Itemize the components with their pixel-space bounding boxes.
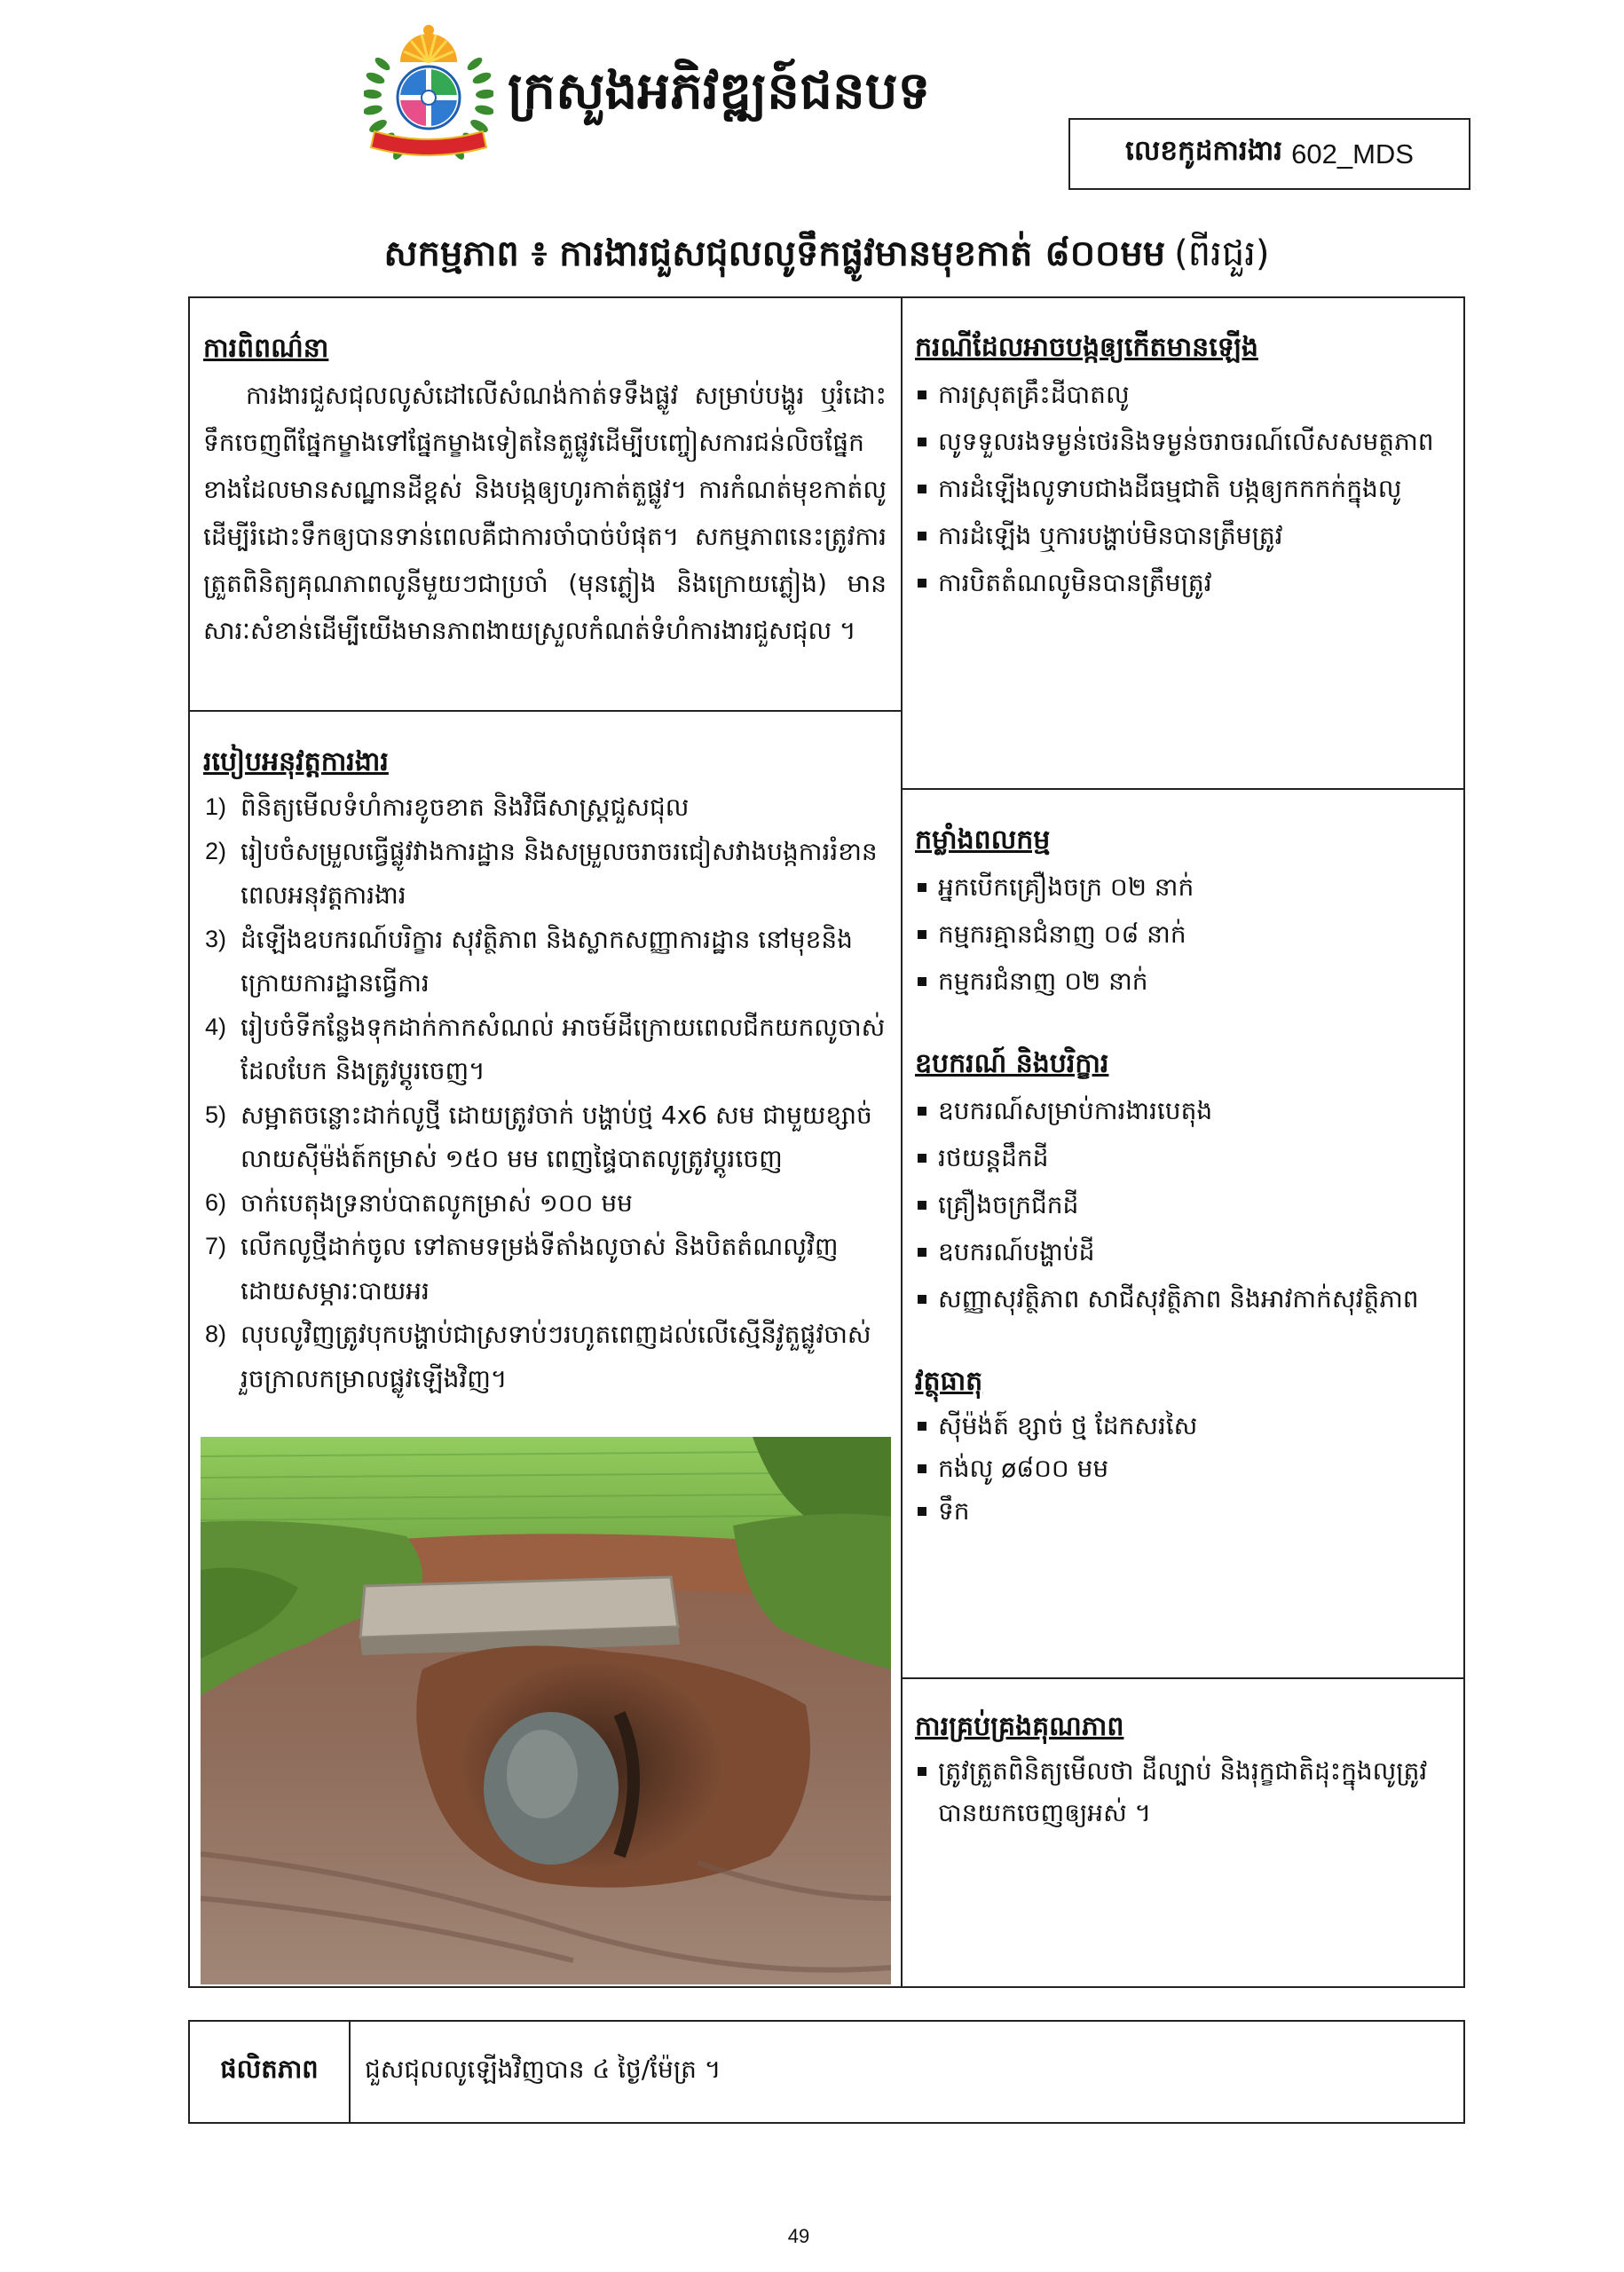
method-step bbox=[203, 1006, 888, 1093]
list-item-text: ស៊ីម៉ង់ត៍ ខ្សាច់ ថ្ម ដែកសរសៃ bbox=[938, 1411, 1198, 1440]
damaged-culvert-photo bbox=[201, 1437, 891, 1984]
square-bullet-icon bbox=[918, 1490, 927, 1533]
list-item bbox=[915, 1275, 1455, 1322]
step-text: ចាក់បេតុងទ្រនាប់បាតលូកម្រាស់ ១០០ មម bbox=[240, 1187, 633, 1218]
method-step bbox=[203, 1093, 888, 1181]
list-item bbox=[915, 958, 1455, 1005]
method-step bbox=[203, 830, 888, 918]
square-bullet-icon bbox=[918, 1134, 927, 1181]
page-number: 49 bbox=[787, 2225, 810, 2247]
step-text: ពិនិត្យមើលទំហំការខូចខាត និងវិធីសាស្ត្រជួសជុល bbox=[240, 793, 690, 822]
list-item bbox=[915, 1134, 1455, 1181]
square-bullet-icon bbox=[918, 512, 927, 559]
square-bullet-icon bbox=[918, 864, 927, 911]
step-number: 4) bbox=[205, 1013, 227, 1040]
work-code-label: លេខកូដការងារ bbox=[1125, 135, 1283, 167]
work-code-value: 602_MDS bbox=[1291, 138, 1414, 170]
step-text: ដំឡើងឧបករណ៍បរិក្ខារ សុវត្ថិភាព និងស្លាកសញ្ញាការដ្ឋាន នៅមុខនិងក្រោយការដ្ឋានធ្វើការ bbox=[240, 924, 853, 998]
list-item bbox=[915, 1405, 1455, 1448]
list-item-text: រថយន្តដឹកដី bbox=[938, 1143, 1049, 1172]
description-section bbox=[190, 298, 901, 712]
step-number: 2) bbox=[205, 837, 227, 864]
list-item bbox=[915, 1448, 1455, 1490]
quality-section bbox=[903, 1679, 1463, 1986]
list-item bbox=[915, 1087, 1455, 1134]
list-item bbox=[915, 911, 1455, 958]
method-step bbox=[203, 1313, 888, 1400]
step-text: រៀបចំទីកន្លែងទុកដាក់កាកសំណល់ អាចម៍ដីក្រោយពេលជីកយកលូចាស់ដែលបែក និងត្រូវប្តូរចេញ។ bbox=[240, 1012, 886, 1085]
list-item-text: ការបិតតំណលូមិនបានត្រឹមត្រូវ bbox=[938, 568, 1212, 597]
list-item bbox=[915, 1228, 1455, 1275]
list-item-text: ការដំឡើង ឬការបង្ហាប់មិនបានត្រឹមត្រូវ bbox=[938, 521, 1283, 550]
list-item bbox=[915, 512, 1455, 559]
step-number: 3) bbox=[205, 925, 227, 952]
activity-title: សកម្មភាព ៖ ការងារជួសជុលលូទឹកផ្លូវមានមុខកាត់ ៨០០មម bbox=[383, 233, 1166, 274]
method-heading: របៀបអនុវត្តការងារ bbox=[203, 746, 389, 777]
list-item-text: កង់លូ ø៨០០ មម bbox=[938, 1454, 1109, 1483]
list-item bbox=[915, 418, 1455, 465]
list-item-text: សញ្ញាសុវត្ថិភាព សាជីសុវត្ថិភាព និងអាវកាក់សុវត្ថិភាព bbox=[938, 1284, 1419, 1314]
list-item-text: គ្រឿងចក្រជីកដី bbox=[938, 1190, 1079, 1219]
activity-heading bbox=[188, 220, 1465, 288]
method-steps-list bbox=[203, 785, 888, 1400]
list-item-text: ការដំឡើងលូទាបជាងដីធម្មជាតិ បង្កឲ្យកកកក់ក្នុងលូ bbox=[938, 474, 1402, 503]
square-bullet-icon bbox=[918, 418, 927, 465]
list-item-text: ឧបករណ៍សម្រាប់ការងារបេតុង bbox=[938, 1096, 1213, 1125]
method-step bbox=[203, 785, 888, 830]
equipment-group bbox=[915, 1041, 1455, 1322]
productivity-value: ជួសជុលលូឡើងវិញបាន ៤ ថ្ងៃ/ម៉ែត្រ ។ bbox=[365, 2055, 721, 2084]
left-column bbox=[190, 298, 903, 1986]
list-item bbox=[915, 371, 1455, 418]
square-bullet-icon bbox=[918, 1181, 927, 1228]
step-text: សម្អាតចន្លោះដាក់លូថ្មី ដោយត្រូវចាក់ បង្ហាប់ថ្ម 4x6 សម ជាមួយខ្សាច់លាយស៊ីម៉ង់ត៍កម្រាស់ ១៥០ មម ពេញផ្ទៃបាតលូត្រូវប្តូរចេញ bbox=[240, 1100, 872, 1173]
list-item-text: លូទទួលរងទម្ងន់ថេរនិងទម្ងន់ចរាចរណ៍លើសសមត្ថភាព bbox=[938, 427, 1434, 456]
right-column bbox=[903, 298, 1463, 1986]
method-step bbox=[203, 918, 888, 1006]
square-bullet-icon bbox=[918, 1448, 927, 1490]
list-item-text: ឧបករណ៍បង្ហាប់ដី bbox=[938, 1237, 1095, 1266]
list-item bbox=[915, 1181, 1455, 1228]
materials-heading: វត្ថុធាតុ bbox=[915, 1366, 983, 1397]
step-number: 6) bbox=[205, 1188, 227, 1216]
list-item bbox=[915, 864, 1455, 911]
method-step bbox=[203, 1181, 888, 1226]
square-bullet-icon bbox=[918, 465, 927, 512]
square-bullet-icon bbox=[918, 1275, 927, 1322]
list-item bbox=[915, 559, 1455, 606]
description-heading: ការពិពណ៌នា bbox=[203, 333, 329, 364]
square-bullet-icon bbox=[918, 1405, 927, 1448]
list-item-text: ត្រូវត្រួតពិនិត្យមើលថា ដីល្បាប់ និងរុក្ខជាតិដុះក្នុងលូត្រូវបានយកចេញឲ្យអស់ ។ bbox=[938, 1756, 1428, 1827]
work-code-box bbox=[1068, 118, 1470, 190]
square-bullet-icon bbox=[918, 1750, 927, 1792]
step-text: លើកលូថ្មីដាក់ចូល ទៅតាមទម្រង់ទីតាំងលូចាស់ និងបិតតំណលូវិញដោយសម្ភារៈបាយអរ bbox=[240, 1232, 839, 1306]
productivity-table bbox=[188, 2020, 1465, 2124]
labor-heading: កម្លាំងពលកម្ម bbox=[915, 824, 1051, 856]
step-text: រៀបចំសម្រួលធ្វើផ្លូវវាងការដ្ឋាន និងសម្រួលចរាចរជៀសវាងបង្កការរំខានពេលអនុវត្តការងារ bbox=[240, 836, 878, 910]
materials-group bbox=[915, 1359, 1455, 1533]
quality-heading: ការគ្រប់គ្រងគុណភាព bbox=[915, 1711, 1124, 1742]
resources-section bbox=[903, 790, 1463, 1679]
step-number: 8) bbox=[205, 1321, 227, 1347]
method-section bbox=[190, 712, 901, 1986]
list-item-text: កម្មករគ្មានជំនាញ ០៨ នាក់ bbox=[938, 919, 1186, 949]
square-bullet-icon bbox=[918, 1087, 927, 1134]
list-item bbox=[915, 1490, 1455, 1533]
ministry-emblem-icon bbox=[364, 21, 493, 165]
square-bullet-icon bbox=[918, 559, 927, 606]
equipment-heading: ឧបករណ៍ និងបរិក្ខារ bbox=[915, 1048, 1109, 1079]
description-paragraph: ការងារជួសជុលលូសំដៅលើសំណង់កាត់ទទឹងផ្លូវ សម្រាប់បង្ហូរ ឬរំដោះទឹកចេញពីផ្នែកម្ខាងទៅផ្នែកម្ខាងទៀតនៃតួផ្លូវដើម្បីបញ្ចៀសការជន់លិចផ្នែកខាងដែលមានសណ្ឋានដីខ្ពស់ និងបង្កឲ្យហូរកាត់តួផ្លូវ។ ការកំណត់មុខកាត់លូដើម្បីរំដោះទឹកឲ្យបានទាន់ពេលគឺជាការចាំបាច់បំផុត។ សកម្មភាពនេះត្រូវការត្រួតពិនិត្យគុណភាពលូនីមួយៗជាប្រចាំ (មុនភ្លៀង និងក្រោយភ្លៀង) មានសារៈសំខាន់ដើម្បីយើងមានភាពងាយស្រួលកំណត់ទំហំការងារជួសជុល ។ bbox=[203, 381, 887, 645]
causes-section bbox=[903, 298, 1463, 790]
square-bullet-icon bbox=[918, 911, 927, 958]
step-number: 1) bbox=[205, 793, 227, 820]
labor-group bbox=[915, 817, 1455, 1005]
activity-title-suffix: (ពីរជួរ) bbox=[1174, 233, 1270, 274]
square-bullet-icon bbox=[918, 1228, 927, 1275]
list-item-text: កម្មករជំនាញ ០២ នាក់ bbox=[938, 966, 1148, 996]
square-bullet-icon bbox=[918, 958, 927, 1005]
list-item-text: ការស្រុតគ្រឹះដីបាតលូ bbox=[938, 380, 1130, 409]
ministry-title: ក្រសួងអភិវឌ្ឍន៍ជនបទ bbox=[508, 60, 931, 121]
activity-sheet bbox=[188, 296, 1465, 1988]
causes-heading: ករណីដែលអាចបង្កឲ្យកើតមានឡើង bbox=[915, 332, 1258, 363]
list-item bbox=[915, 1750, 1455, 1834]
list-item bbox=[915, 465, 1455, 512]
step-number: 7) bbox=[205, 1233, 227, 1259]
square-bullet-icon bbox=[918, 371, 927, 418]
step-number: 5) bbox=[205, 1100, 227, 1128]
productivity-label: ផលិតភាព bbox=[190, 2022, 351, 2122]
step-text: លុបលូវិញត្រូវបុកបង្ហាប់ជាស្រទាប់ៗរហូតពេញដល់លើស្មើនីវូតួផ្លូវចាស់ រួចក្រាលកម្រាលផ្លូវឡើងវិញ។ bbox=[240, 1320, 871, 1393]
list-item-text: អ្នកបើកគ្រឿងចក្រ ០២ នាក់ bbox=[938, 872, 1194, 902]
method-step bbox=[203, 1225, 888, 1313]
list-item-text: ទឹក bbox=[938, 1496, 970, 1526]
